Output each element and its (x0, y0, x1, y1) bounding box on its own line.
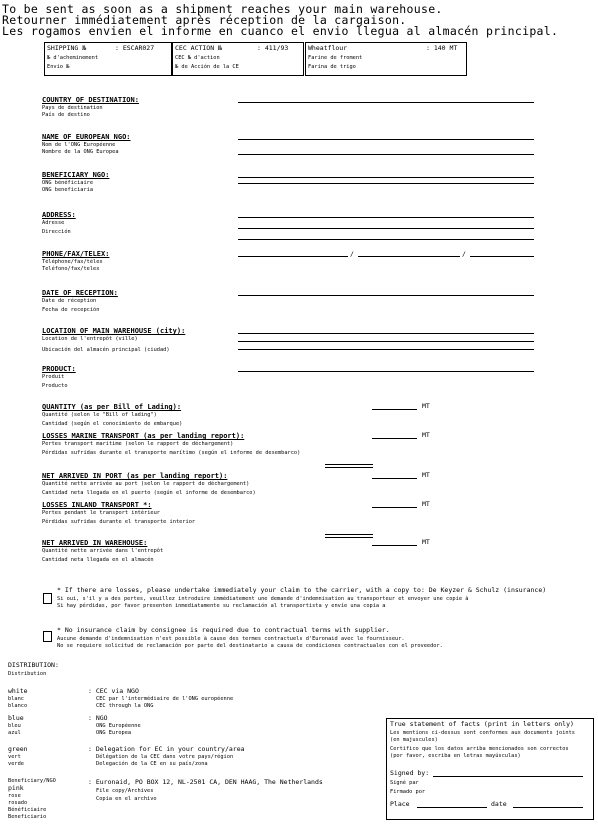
field-beneficiary-ngo (42, 171, 542, 199)
note-en: * If there are losses, please undertake immediately your claim to the carrier, with a copy to: De Keyzer & Schulz (insurance) (57, 586, 547, 594)
header-line-1: To be sent as soon as a shipment reaches your main warehouse. (2, 2, 443, 16)
note-en: * No insurance claim by consignee is required due to contractual terms with supplier. (57, 626, 390, 634)
subtotal-rule (325, 467, 373, 468)
qty-input-line[interactable] (372, 507, 417, 508)
header-line-3: Les rogamos envien el informe en cuanco el envio llegua al almacén principal. (2, 24, 559, 38)
field-input-line[interactable] (238, 333, 534, 334)
qty-label: NET ARRIVED IN WAREHOUSE: (42, 539, 148, 547)
subtotal-rule (325, 537, 373, 538)
qty-net-warehouse (42, 539, 542, 567)
field-label-es: Nombre de la ONG Europea (42, 149, 119, 155)
statement-line-1: Les mentions ci-dessus sont conformes aux documents joints (390, 730, 575, 736)
field-product (42, 365, 542, 389)
fax-input-line[interactable] (358, 256, 460, 257)
statement-line-4: (por favor, escriba en letras mayúsculas) (390, 753, 521, 759)
field-input-line[interactable] (238, 102, 534, 103)
qty-label-es: Cantidad neta llegada en el almacén (42, 557, 154, 563)
shipping-label-es: Envio № (47, 64, 70, 70)
field-label-fr: Pays de destination (42, 105, 103, 111)
product-label-fr: Farine de froment (308, 55, 363, 61)
note-fr: Si oui, s'il y a des pertes, veuillez introduire immédiatement une demande d'indemnisation au transporteur et envoyer une copie à (57, 596, 469, 602)
field-label-es: Dirección (42, 229, 71, 235)
dist-color-es: blanco (8, 703, 28, 709)
qty-label: QUANTITY (as per Bill of Lading): (42, 403, 182, 411)
subtotal-rule (325, 464, 373, 465)
field-label-fr: Location de l'entrepôt (ville) (42, 336, 138, 342)
cec-label-fr: CEC № d'action (175, 55, 220, 61)
qty-label-es: Pérdidas sufridas durante el transporte interior (42, 519, 196, 525)
qty-input-line[interactable] (372, 438, 417, 439)
qty-unit: MT (422, 402, 430, 410)
field-label: LOCATION OF MAIN WAREHOUSE (city): (42, 327, 186, 335)
shipping-box (44, 42, 172, 76)
dist-color: blue (8, 714, 24, 722)
field-warehouse-location (42, 327, 542, 357)
qty-label-fr: Pertes transport maritime (selon le rapport de déchargement) (42, 441, 234, 447)
note-fr: Aucune demande d'indemnisation n'est possible à cause des termes contractuels d'Euronaid avec le fournisseur. (57, 636, 405, 642)
product-label-es: Farina de trigo (308, 64, 356, 70)
no-insurance-checkbox[interactable] (43, 631, 52, 642)
distribution-title-fr: Distribution (8, 671, 47, 677)
product-value: : 140 MT (426, 44, 458, 52)
date-line[interactable] (513, 807, 583, 808)
qty-bill-of-lading (42, 403, 542, 427)
field-label: PHONE/FAX/TELEX: (42, 250, 110, 258)
qty-label: NET ARRIVED IN PORT (as per landing report): (42, 472, 228, 480)
qty-unit: MT (422, 431, 430, 439)
dist-sub1: CEC par l'intermédiaire de l'ONG européenne (96, 696, 234, 702)
dist-sub2: Delegación de la CE en su país/zona (96, 761, 208, 767)
dist-color: green (8, 745, 28, 753)
dist-color-es: verde (8, 761, 24, 767)
dist-extra: Beneficiary/NGO (8, 778, 56, 784)
qty-losses-inland (42, 501, 542, 529)
product-label: Wheatflour (308, 44, 348, 52)
shipping-value: : ESCAR027 (115, 44, 155, 52)
field-input-line[interactable] (238, 371, 534, 372)
field-label: NAME OF EUROPEAN NGO: (42, 133, 131, 141)
cec-label-es: № de Acción de la CE (175, 64, 239, 70)
dist-color: white (8, 687, 28, 695)
field-label-es: País de destino (42, 112, 90, 118)
dist-text: : NGO (88, 714, 108, 722)
field-label: PRODUCT: (42, 365, 76, 373)
dist-color-fr: rose (8, 793, 21, 799)
place-label: Place (390, 800, 410, 808)
note-no-insurance (57, 626, 592, 650)
signed-by-es: Firmado por (390, 789, 426, 795)
field-label-fr: Produit (42, 374, 65, 380)
dist-color-fr: vert (8, 754, 21, 760)
signed-by-line[interactable] (433, 776, 583, 777)
signed-by-label: Signed by: (390, 769, 430, 777)
field-address (42, 211, 542, 243)
dist-text: : Delegation for EC in your country/area (88, 745, 245, 753)
field-input-line[interactable] (238, 341, 534, 342)
field-label-fr: ONG bénéficiaire (42, 180, 94, 186)
distribution-title: DISTRIBUTION: (8, 661, 59, 669)
field-input-line[interactable] (238, 295, 534, 296)
losses-claim-checkbox[interactable] (43, 593, 52, 604)
dist-extra: Beneficiario (8, 814, 47, 820)
header-line-2: Retourner immédiatement après réception de la cargaison. (2, 13, 407, 27)
field-input-line[interactable] (238, 239, 534, 240)
shipping-label: SHIPPING № (47, 44, 87, 52)
dist-sub2: CEC through la ONG (96, 703, 154, 709)
field-input-line[interactable] (238, 217, 534, 218)
field-input-line[interactable] (238, 349, 534, 350)
qty-unit: MT (422, 471, 430, 479)
field-label-fr: Nom de l'ONG Européenne (42, 142, 116, 148)
field-label-fr: Date de réception (42, 298, 97, 304)
qty-losses-marine (42, 432, 542, 460)
note-es: No se requiere solicitud de reclamación por parte del destinatario a causa de condiciones contractuales con el proveedor. (57, 643, 443, 649)
field-label-fr: Téléphone/fax/télex (42, 259, 103, 265)
statement-line-3: Certifico que los datos arriba mencionados son correctos (390, 746, 569, 752)
qty-label-fr: Quantité nette arrivée dans l'entrepôt (42, 548, 164, 554)
date-label: date (491, 800, 507, 808)
field-label: ADDRESS: (42, 211, 76, 219)
field-label-es: Fecha de recepción (42, 307, 100, 313)
statement-line-2: (en majuscules) (390, 737, 438, 743)
qty-label-fr: Quantité (selon le "Bill of lading") (42, 412, 157, 418)
statement-box (386, 718, 594, 820)
qty-label-es: Pérdidas sufridas durante el transporte marítimo (según el informe de desembarco) (42, 450, 301, 456)
field-label: DATE OF RECEPTION: (42, 289, 118, 297)
telex-input-line[interactable] (470, 256, 534, 257)
note-losses (57, 586, 592, 610)
dist-sub1: ONG Européenne (96, 723, 141, 729)
field-label-es: ONG beneficiaria (42, 187, 94, 193)
dist-color-fr: bleu (8, 723, 21, 729)
dist-sub2: Copia en el archivo (96, 796, 157, 802)
shipping-label-fr: № d'acheminement (47, 55, 99, 61)
qty-unit: MT (422, 500, 430, 508)
signed-by-fr: Signé par (390, 780, 419, 786)
dist-text: : Euronaid, PO BOX 12, NL-2501 CA, DEN HAAG, The Netherlands (88, 778, 323, 786)
cec-value: : 411/93 (257, 44, 289, 52)
dist-color-es: azul (8, 730, 21, 736)
dist-color: pink (8, 784, 24, 792)
subtotal-rule (325, 534, 373, 535)
dist-sub2: ONG Europea (96, 730, 132, 736)
statement-title: True statement of facts (print in letters only) (390, 720, 574, 728)
field-input-line[interactable] (238, 154, 534, 155)
qty-net-port (42, 472, 542, 500)
field-label: COUNTRY OF DESTINATION: (42, 96, 139, 104)
field-country (42, 96, 542, 116)
field-label-es: Producto (42, 383, 68, 389)
qty-input-line[interactable] (372, 545, 417, 546)
field-input-line[interactable] (238, 228, 534, 229)
field-input-line[interactable] (238, 139, 534, 140)
qty-input-line[interactable] (372, 409, 417, 410)
qty-label-fr: Pertes pendant le transport intérieur (42, 510, 160, 516)
qty-label: LOSSES INLAND TRANSPORT *: (42, 501, 152, 509)
field-european-ngo (42, 133, 542, 161)
place-line[interactable] (417, 807, 487, 808)
qty-input-line[interactable] (372, 478, 417, 479)
field-label: BENEFICIARY NGO: (42, 171, 110, 179)
product-box (305, 42, 467, 76)
field-label-es: Teléfono/fax/telex (42, 266, 100, 272)
qty-label-es: Cantidad neta llegada en el puerto (según el informe de desembarco) (42, 490, 256, 496)
field-label-es: Ubicación del almacén principal (ciudad) (42, 347, 170, 353)
qty-label-es: Cantidad (según el conocimiento de embarque) (42, 421, 183, 427)
dist-sub1: File copy/Archives (96, 788, 154, 794)
note-es: Si hay pérdidas, por favor presenten inmediatamente su reclamación al transportista y envíe una copia a (57, 603, 386, 609)
dist-sub1: Délégation de la CEC dans votre pays/région (96, 754, 234, 760)
dist-color-fr: blanc (8, 696, 24, 702)
qty-label: LOSSES MARINE TRANSPORT (as per landing report): (42, 432, 245, 440)
field-phone: PHONE/FAX/TELEX: Téléphone/fax/télex Teléfono/fax/telex / / (42, 250, 542, 274)
dist-color-es: rosado (8, 800, 28, 806)
phone-input-line[interactable] (238, 256, 348, 257)
dist-extra: Bénéficiaire (8, 807, 47, 813)
qty-unit: MT (422, 538, 430, 546)
qty-label-fr: Quantité nette arrivée au port (selon le rapport de déchargement) (42, 481, 250, 487)
field-input-line[interactable] (238, 183, 534, 184)
field-input-line[interactable] (238, 177, 534, 178)
dist-text: : CEC via NGO (88, 687, 139, 695)
field-reception-date (42, 289, 542, 315)
cec-action-box (172, 42, 304, 76)
cec-label: CEC ACTION № (175, 44, 222, 52)
field-label-fr: Adresse (42, 220, 65, 226)
